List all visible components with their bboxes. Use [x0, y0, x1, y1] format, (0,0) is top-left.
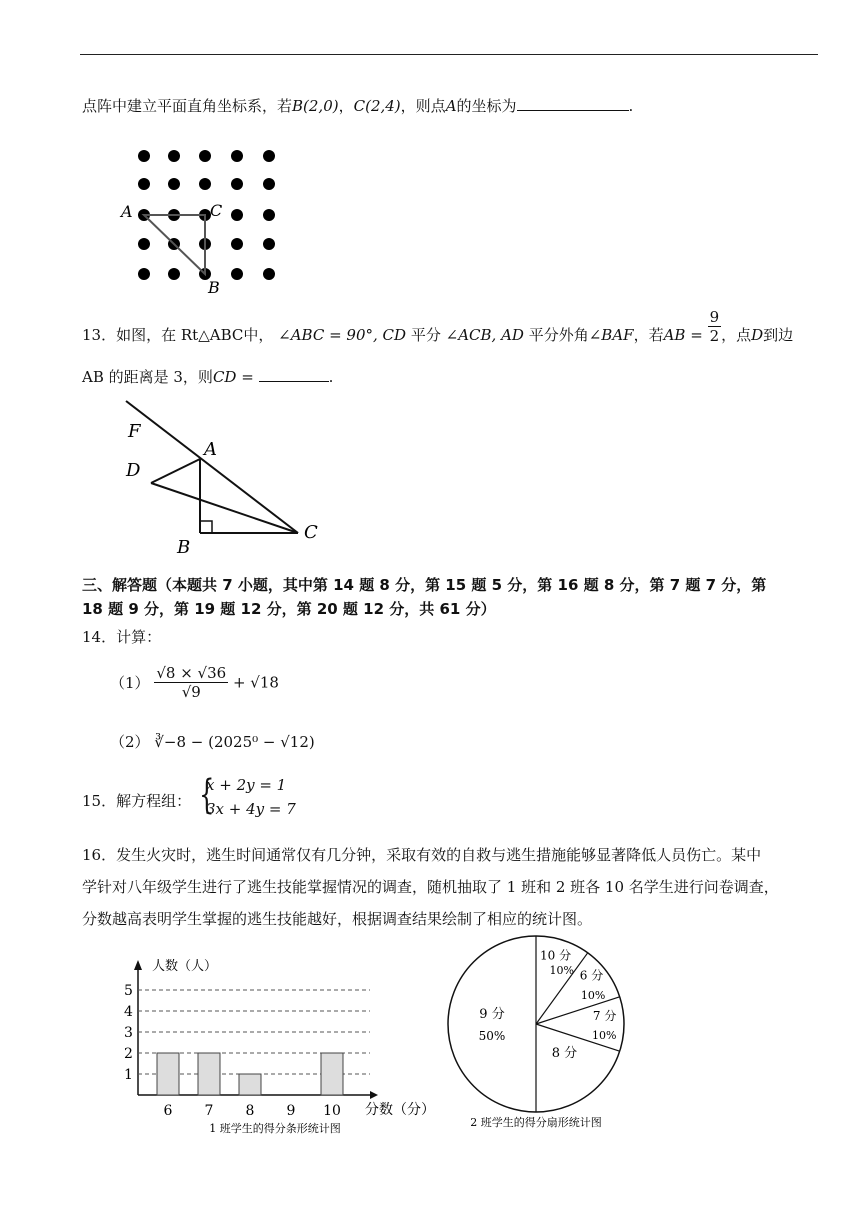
x-tick-label: 7 [204, 1103, 214, 1119]
q14-p1-num: √8 × √36 [156, 664, 227, 682]
q12-comma: ， [338, 97, 354, 115]
x-tick-label: 8 [245, 1103, 255, 1119]
q12-point-a: A [445, 97, 457, 115]
q13-answer-blank [259, 381, 329, 382]
y-tick-label: 1 [124, 1067, 133, 1083]
q13-ruo: ，若 [633, 326, 664, 344]
label-a: A [121, 202, 133, 221]
section3-heading-line1: 三、解答题（本题共 7 小题，其中第 14 题 8 分，第 15 题 5 分，第 16 题 8 分，第 7 题 7 分，第 [82, 576, 767, 594]
q15-title: 15．解方程组： [82, 792, 192, 810]
bar [321, 1053, 343, 1095]
q12-text-a: 点阵中建立平面直角坐标系，若 [82, 97, 293, 115]
pie-slice-label: 8 分 [551, 1046, 578, 1062]
label-c: C [304, 522, 318, 543]
q13-line1-end: ，点 [721, 326, 752, 344]
q14-p2-label: （2） [110, 733, 150, 751]
q14-p1-label: （1） [110, 674, 150, 692]
q12-text-c: 的坐标为 [456, 97, 517, 115]
pie-slice-percent: 50% [478, 1029, 506, 1043]
y-tick-label: 2 [124, 1046, 133, 1062]
q16-line3: 分数越高表明学生掌握的逃生技能越好，根据调查结果绘制了相应的统计图。 [82, 910, 593, 928]
q13-cond3: ∠BAF [588, 326, 634, 344]
q13-ab-num: 9 [709, 307, 720, 326]
q15-eq1: x + 2y = 1 [206, 776, 287, 794]
label-c: C [210, 201, 223, 220]
pie-slice-percent: 10% [549, 964, 574, 978]
q13-ab-den: 2 [709, 326, 720, 345]
q13-cond2: ∠ACB, AD [445, 326, 524, 344]
class2-pie-chart [440, 930, 640, 1140]
q13-line2 [82, 366, 333, 387]
q14-p1-fraction [154, 664, 228, 701]
q13-triangle: Rt△ABC [180, 326, 244, 344]
q13-cd: CD = [212, 368, 254, 386]
x-tick-label: 6 [163, 1103, 173, 1119]
pie-slice-label: 9 分 [479, 1007, 505, 1022]
y-axis-label: 人数（人） [152, 959, 218, 974]
q13-cond1: ∠ABC = 90°, CD [278, 326, 407, 344]
q12-end: . [628, 97, 634, 115]
q13-number: 13．如图，在 [82, 326, 177, 344]
x-tick-label: 10 [323, 1103, 341, 1119]
x-axis-arrow [370, 1091, 378, 1099]
q16-line1: 16．发生火灾时，逃生时间通常仅有几分钟，采取有效的自救与逃生措施能够显著降低人员伤亡。某中 [82, 846, 762, 864]
y-axis-arrow [134, 960, 142, 970]
q12-point-b: B(2,0) [292, 97, 339, 115]
y-tick-label: 3 [124, 1025, 133, 1041]
pie-slice-percent: 10% [592, 1029, 617, 1043]
q13-line2-text: AB 的距离是 3，则 [82, 368, 213, 386]
line-f-c [126, 401, 298, 533]
y-tick-label: 4 [124, 1004, 133, 1020]
x-tick-label: 9 [286, 1103, 296, 1119]
section3-heading-line2: 18 题 9 分，第 19 题 12 分，第 20 题 12 分，共 61 分） [82, 600, 496, 618]
pie-slice-label: 10 分 [540, 948, 572, 963]
q15-brace: { [199, 772, 215, 818]
q14-title: 14．计算： [82, 628, 162, 646]
q13-zhong: 中， [243, 326, 274, 344]
q13-triangle-figure [110, 395, 340, 565]
label-f: F [128, 421, 141, 442]
q16-line2: 学针对八年级学生进行了逃生技能掌握情况的调查，随机抽取了 1 班和 2 班各 10 名学生进行问卷调查， [82, 878, 779, 896]
label-a: A [204, 439, 217, 460]
bar [198, 1053, 220, 1095]
q12-point-c: C(2,4) [353, 97, 401, 115]
pie-slice-label: 6 分 [579, 968, 604, 983]
q13-ab-lhs: AB = [663, 326, 703, 344]
q12-dot-lattice-figure [110, 140, 300, 300]
line-d-c [151, 483, 298, 533]
q13-ab-fraction [708, 308, 722, 345]
label-b: B [208, 278, 220, 297]
x-axis-label: 分数（分） [365, 1102, 435, 1118]
header-rule [80, 54, 818, 55]
q12-line [82, 95, 633, 116]
q12-answer-blank [517, 110, 629, 111]
q13-end: . [328, 368, 334, 386]
pie-slice-percent: 10% [580, 989, 606, 1002]
label-d: D [126, 460, 141, 481]
q14-p1-den: √9 [181, 683, 201, 701]
q14-p2-expr: ∛−8 − (2025⁰ − √12) [154, 733, 315, 751]
bar-chart-title: 1 班学生的得分条形统计图 [209, 1122, 341, 1135]
q13-daobian: 到边 [763, 326, 794, 344]
q14-part1 [110, 664, 279, 701]
q12-text-b: ，则点 [400, 97, 446, 115]
label-b: B [177, 537, 191, 558]
q13-pingfen2: 平分外角 [528, 326, 589, 344]
class1-bar-chart [110, 950, 450, 1140]
pie-chart-title: 2 班学生的得分扇形统计图 [470, 1116, 602, 1129]
triangle-abc [144, 215, 205, 274]
q13-point-d: D [751, 326, 764, 344]
y-tick-label: 5 [124, 983, 133, 999]
line-a-d [151, 459, 200, 483]
q13-pingfen1: 平分 [410, 326, 441, 344]
q15-eq2: 3x + 4y = 7 [206, 800, 296, 818]
pie-slice-label: 7 分 [592, 1009, 617, 1023]
bar [239, 1074, 261, 1095]
q14-p1-tail: + √18 [232, 673, 279, 692]
q13-line1 [82, 307, 794, 345]
bar [157, 1053, 179, 1095]
q14-part2 [110, 731, 315, 752]
right-angle-mark [200, 521, 212, 533]
